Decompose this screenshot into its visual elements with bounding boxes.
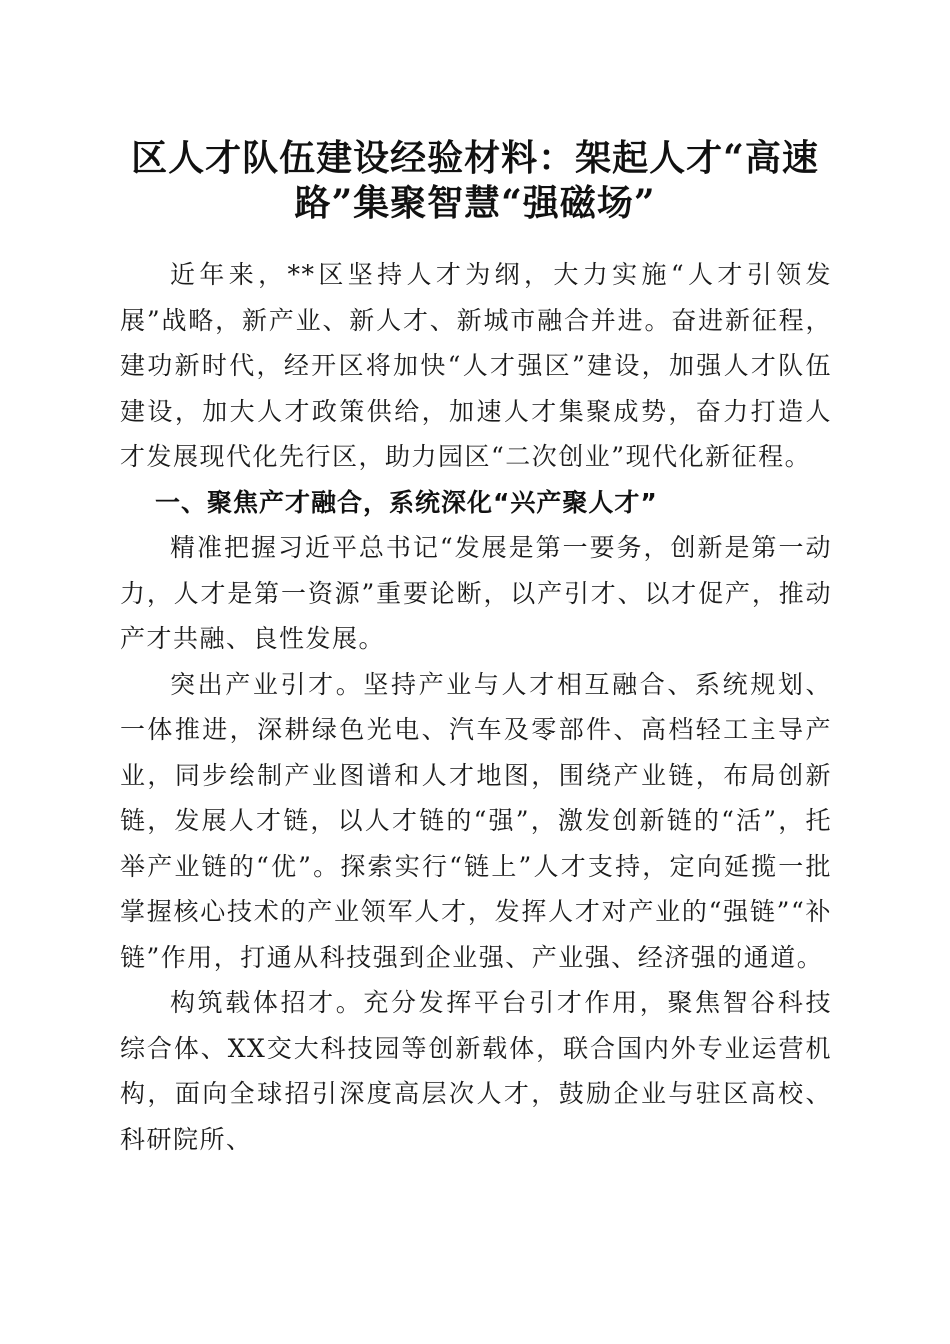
document-title: 区人才队伍建设经验材料：架起人才“高速路”集聚智慧“强磁场”: [131, 137, 819, 224]
intro-paragraph: 近年来，**区坚持人才为纲，大力实施“人才引领发展”战略，新产业、新人才、新城市融合并进。奋进新征程，建功新时代，经开区将加快“人才强区”建设，加强人才队伍建设，加大人才政策供给，加速人才集聚成势，奋力打造人才发展现代化先行区，助力园区“二次创业”现代化新征程。: [120, 260, 832, 471]
section-paragraph-3: 构筑载体招才。充分发挥平台引才作用，聚焦智谷科技综合体、XX交大科技园等创新载体，联合国内外专业运营机构，面向全球招引深度高层次人才，鼓励企业与驻区高校、科研院所、: [120, 988, 832, 1154]
section-paragraph-2: 突出产业引才。坚持产业与人才相互融合、系统规划、一体推进，深耕绿色光电、汽车及零部件、高档轻工主导产业，同步绘制产业图谱和人才地图，围绕产业链，布局创新链，发展人才链，以人才链的“强”，激发创新链的“活”，托举产业链的“优”。探索实行“链上”人才支持，定向延揽一批掌握核心技术的产业领军人才，发挥人才对产业的“强链”“补链”作用，打通从科技强到企业强、产业强、经济强的通道。: [120, 669, 832, 972]
section-heading: 一、聚焦产才融合，系统深化“兴产聚人才”: [155, 487, 658, 517]
section-paragraph-1: 精准把握习近平总书记“发展是第一要务，创新是第一动力，人才是第一资源”重要论断，以产引才、以才促产，推动产才共融、良性发展。: [120, 533, 832, 653]
document-body: [120, 252, 832, 1162]
